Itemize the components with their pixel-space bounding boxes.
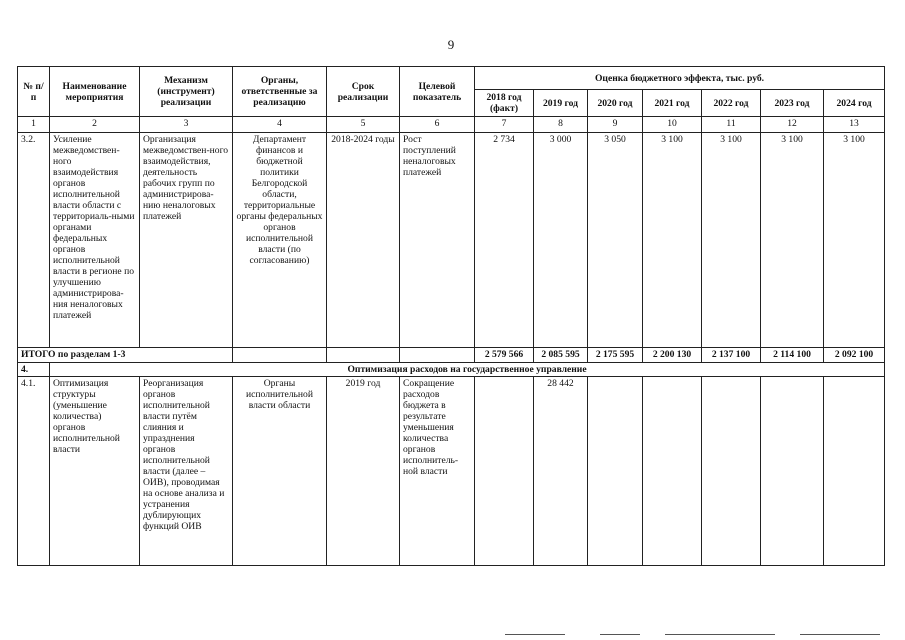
column-number: 11 [702,117,761,133]
row-value-2020: 3 050 [588,133,643,348]
header-name: Наименование мероприятия [50,67,140,117]
total-value-2019: 2 085 595 [534,348,588,363]
scan-artifact-line [800,634,880,635]
row-target: Сокращение расходов бюджета в результате уменьшения количества органов исполнитель-ной власти [400,377,475,566]
row-value-2020 [588,377,643,566]
row-num: 3.2. [18,133,50,348]
header-row-top [18,67,885,90]
section-title: Оптимизация расходов на государственное управление [50,363,885,377]
header-year-2023: 2023 год [761,90,824,117]
row-mechanism: Организация межведомствен-ного взаимодействия, деятельность рабочих групп по администрирова-нию неналоговых платежей [140,133,233,348]
total-empty-cell [233,348,327,363]
row-mechanism: Реорганизация органов исполнительной власти путём слияния и упразднения органов исполнительной власти (далее – ОИВ), проводимая на основе анализа и устранения дублирующих функций ОИВ [140,377,233,566]
column-number: 2 [50,117,140,133]
page-number: 9 [447,37,455,52]
column-number: 10 [643,117,702,133]
section-num: 4. [18,363,50,377]
header-bodies: Органы, ответственные за реализацию [233,67,327,117]
row-value-2023: 3 100 [761,133,824,348]
column-number: 13 [824,117,885,133]
header-budget-effect: Оценка бюджетного эффекта, тыс. руб. [475,67,885,90]
total-value-2020: 2 175 595 [588,348,643,363]
column-number: 8 [534,117,588,133]
row-term: 2019 год [327,377,400,566]
scan-artifact-line [505,634,565,635]
row-term: 2018-2024 годы [327,133,400,348]
total-value-2023: 2 114 100 [761,348,824,363]
row-value-2019: 28 442 [534,377,588,566]
table-row [18,133,885,348]
scan-artifact-line [665,634,775,635]
row-value-2018: 2 734 [475,133,534,348]
column-number: 4 [233,117,327,133]
total-empty-cell [327,348,400,363]
row-num: 4.1. [18,377,50,566]
header-year-2020: 2020 год [588,90,643,117]
row-value-2024 [824,377,885,566]
row-value-2024: 3 100 [824,133,885,348]
column-number: 1 [18,117,50,133]
row-bodies: Департамент финансов и бюджетной политики Белгородской области, территориальные органы федеральных органов исполнительной власти (по согласованию) [233,133,327,348]
header-year-2021: 2021 год [643,90,702,117]
header-term: Срок реализации [327,67,400,117]
header-target: Целевой показатель [400,67,475,117]
header-year-2018: 2018 год (факт) [475,90,534,117]
total-value-2018: 2 579 566 [475,348,534,363]
total-empty-cell [400,348,475,363]
row-value-2021 [643,377,702,566]
total-value-2024: 2 092 100 [824,348,885,363]
total-value-2022: 2 137 100 [702,348,761,363]
scan-artifact-line [600,634,640,635]
row-bodies: Органы исполнительной власти области [233,377,327,566]
column-number-row [18,117,885,133]
row-value-2018 [475,377,534,566]
table-row [18,377,885,566]
header-year-2019: 2019 год [534,90,588,117]
budget-effect-table [17,66,885,566]
column-number: 5 [327,117,400,133]
header-year-2022: 2022 год [702,90,761,117]
row-value-2019: 3 000 [534,133,588,348]
column-number: 6 [400,117,475,133]
header-year-2024: 2024 год [824,90,885,117]
column-number: 3 [140,117,233,133]
total-value-2021: 2 200 130 [643,348,702,363]
column-number: 9 [588,117,643,133]
row-name: Оптимизация структуры (уменьшение количества) органов исполнительной власти [50,377,140,566]
row-value-2022: 3 100 [702,133,761,348]
row-value-2021: 3 100 [643,133,702,348]
section-row [18,363,885,377]
row-target: Рост поступлений неналоговых платежей [400,133,475,348]
total-label: ИТОГО по разделам 1-3 [18,348,233,363]
total-row [18,348,885,363]
header-mechanism: Механизм (инструмент) реализации [140,67,233,117]
column-number: 12 [761,117,824,133]
column-number: 7 [475,117,534,133]
row-value-2023 [761,377,824,566]
row-value-2022 [702,377,761,566]
row-name: Усиление межведомствен-ного взаимодействия органов исполнительной власти области с территориаль-ными органами федеральных органов исполнительной власти в регионе по улучшению администрирова-ния неналоговых платежей [50,133,140,348]
header-num: № п/п [18,67,50,117]
